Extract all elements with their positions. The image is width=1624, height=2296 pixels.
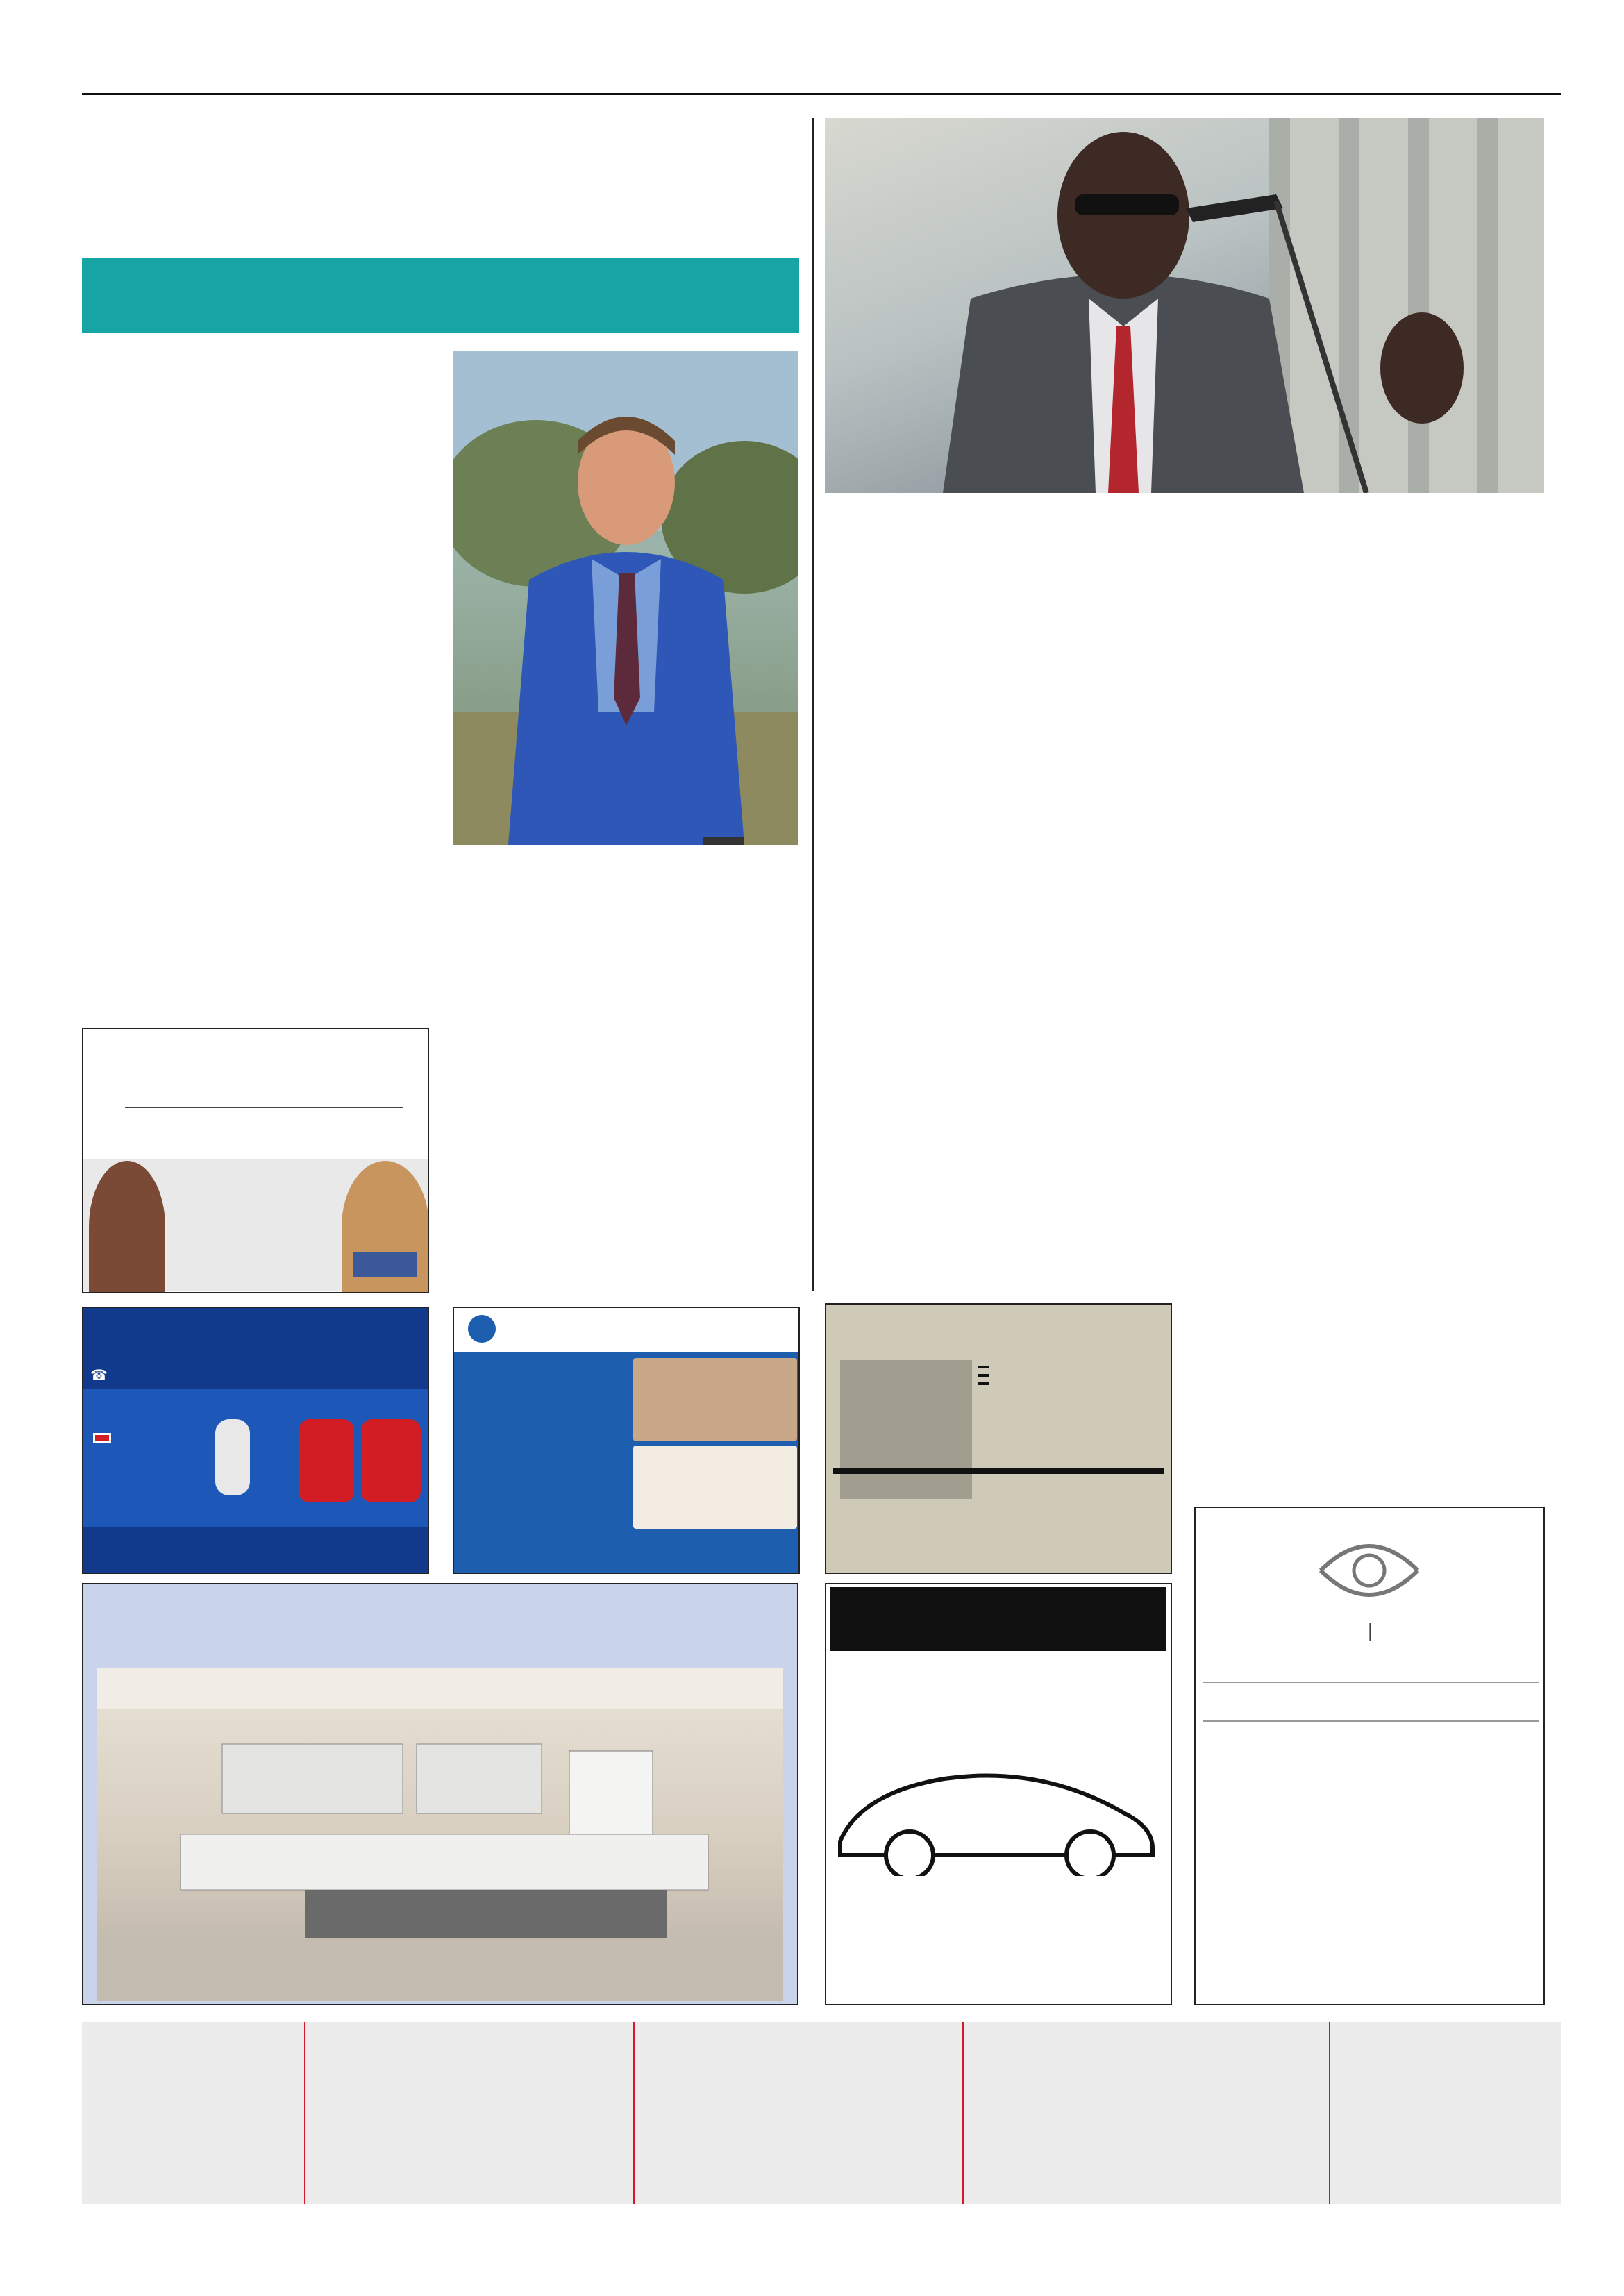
footer-code-col xyxy=(965,2022,1326,2204)
karavaan-item xyxy=(978,1382,989,1385)
footer-contact-col xyxy=(307,2022,626,2204)
ad-dentist-on-saxby[interactable] xyxy=(453,1307,800,1574)
saxby-header xyxy=(454,1308,800,1352)
gas-sizes xyxy=(299,1419,354,1502)
ad-country-view-service-station[interactable] xyxy=(82,1307,429,1574)
footer-divider xyxy=(1329,2022,1330,2204)
ad-cash-for-vehicle[interactable] xyxy=(825,1583,1172,2005)
ad-kuschke-dentist[interactable] xyxy=(82,1028,429,1293)
premier-photo[interactable] xyxy=(825,118,1544,493)
divider xyxy=(1203,1682,1539,1683)
footer-audit-col xyxy=(1332,2022,1540,2204)
caravan-photo xyxy=(840,1360,972,1499)
page-header-left xyxy=(82,65,104,85)
footer-divider xyxy=(304,2022,305,2204)
facebook-badge[interactable] xyxy=(353,1252,417,1277)
column-divider xyxy=(812,118,814,1291)
karavaan-item xyxy=(978,1374,989,1377)
councillor-illustration xyxy=(453,351,798,845)
refills-badge xyxy=(361,1419,421,1502)
karavaan-list xyxy=(978,1366,989,1391)
phone-icon: ☎ xyxy=(90,1368,108,1383)
karavaan-item xyxy=(978,1366,989,1368)
car-outline-icon xyxy=(833,1751,1160,1876)
teeth-before-photo xyxy=(633,1358,797,1441)
ad-karavaan-benodig[interactable] xyxy=(825,1303,1172,1574)
kp-name: | xyxy=(1367,1619,1375,1641)
model-photo-left xyxy=(89,1161,165,1293)
ad-kristin-pretorius-optometrists[interactable] xyxy=(1194,1507,1545,2005)
ad-cupboard-value[interactable] xyxy=(82,1583,798,2005)
footer-publisher-col xyxy=(636,2022,955,2204)
kitchen-illustration xyxy=(97,1668,783,2001)
story1-deck xyxy=(82,258,799,333)
kp-book[interactable] xyxy=(1196,1875,1545,1878)
karavaan-pay xyxy=(833,1468,1164,1474)
gas-bottle-icon xyxy=(215,1419,250,1495)
eye-logo-icon xyxy=(1314,1529,1425,1612)
divider xyxy=(125,1107,403,1108)
councillor-photo[interactable] xyxy=(453,351,798,845)
station-contact xyxy=(90,1366,108,1384)
divider xyxy=(1203,1720,1539,1722)
kitchen-photo xyxy=(97,1668,783,2001)
footer-masthead-col xyxy=(82,2022,297,2204)
premier-illustration xyxy=(825,118,1544,493)
footer-divider xyxy=(633,2022,635,2204)
footer-divider xyxy=(962,2022,964,2204)
teeth-after-photo xyxy=(633,1446,797,1529)
footer xyxy=(82,2022,1561,2204)
cash-title xyxy=(830,1587,1166,1651)
header-divider xyxy=(82,93,1561,95)
easigas-logo xyxy=(93,1433,111,1443)
tooth-icon xyxy=(468,1315,496,1343)
